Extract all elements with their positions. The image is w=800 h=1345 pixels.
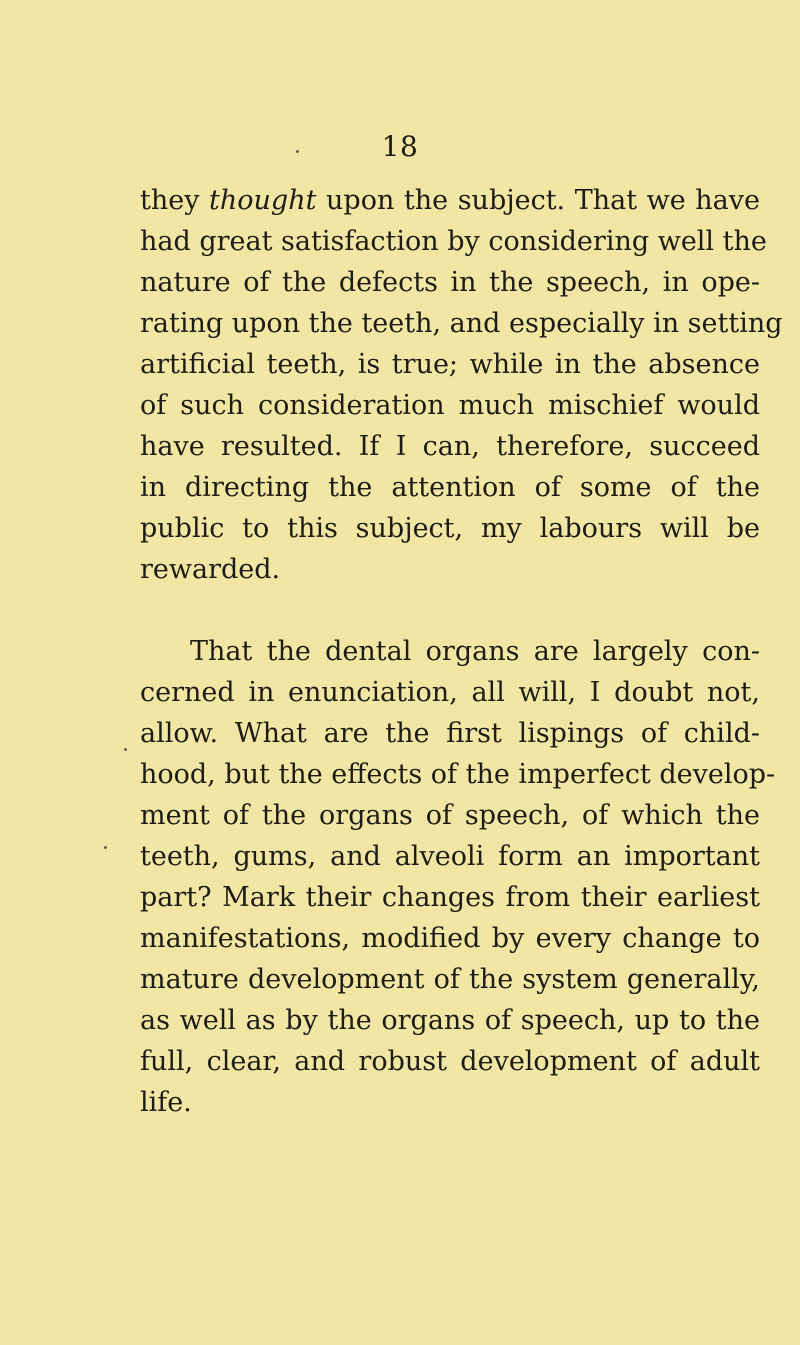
paragraph-last-line: rewarded. [140,554,281,585]
line-lead-text: they [140,185,210,216]
paragraph-1 [140,180,783,590]
paragraph-line: hood, but the effects of the imperfect develop- [140,759,776,790]
paragraph-gap [140,590,760,631]
page-number: 18 [381,130,419,163]
paragraph-first-line: That the dental organs are largely con- [190,636,760,667]
print-speck [104,846,107,849]
paragraph-line: nature of the defects in the speech, in ope- [140,267,760,298]
paragraph-line: have resulted. If I can, therefore, succeed [140,431,760,462]
paragraph-line: had great satisfaction by considering well the [140,226,767,257]
paragraph-line: as well as by the organs of speech, up to the [140,1005,760,1036]
paragraph-2 [140,631,776,1123]
paragraph-line: teeth, gums, and alveoli form an important [140,841,760,872]
paragraph-line: public to this subject, my labours will be [140,513,760,544]
paragraph-line: full, clear, and robust development of adult [140,1046,760,1077]
paragraph-line: mature development of the system generally, [140,964,760,995]
emphasized-word: thought [209,185,317,216]
paragraph-line: allow. What are the first lispings of child- [140,718,760,749]
paragraph-last-line: life. [140,1087,192,1118]
paragraph-line: cerned in enunciation, all will, I doubt not, [140,677,760,708]
paragraph-line: part? Mark their changes from their earliest [140,882,760,913]
paragraph-line: in directing the attention of some of the [140,472,760,503]
paragraph-line: ment of the organs of speech, of which the [140,800,760,831]
body-text [140,180,783,1123]
print-speck [296,150,299,153]
paragraph-line: of such consideration much mischief would [140,390,760,421]
print-speck [124,748,127,751]
paragraph-line: manifestations, modified by every change to [140,923,760,954]
paragraph-line [140,180,760,221]
paragraph-line: artificial teeth, is true; while in the absence [140,349,760,380]
paragraph-line: rating upon the teeth, and especially in setting [140,308,783,339]
line-rest-text: upon the subject. That we have [316,185,760,216]
